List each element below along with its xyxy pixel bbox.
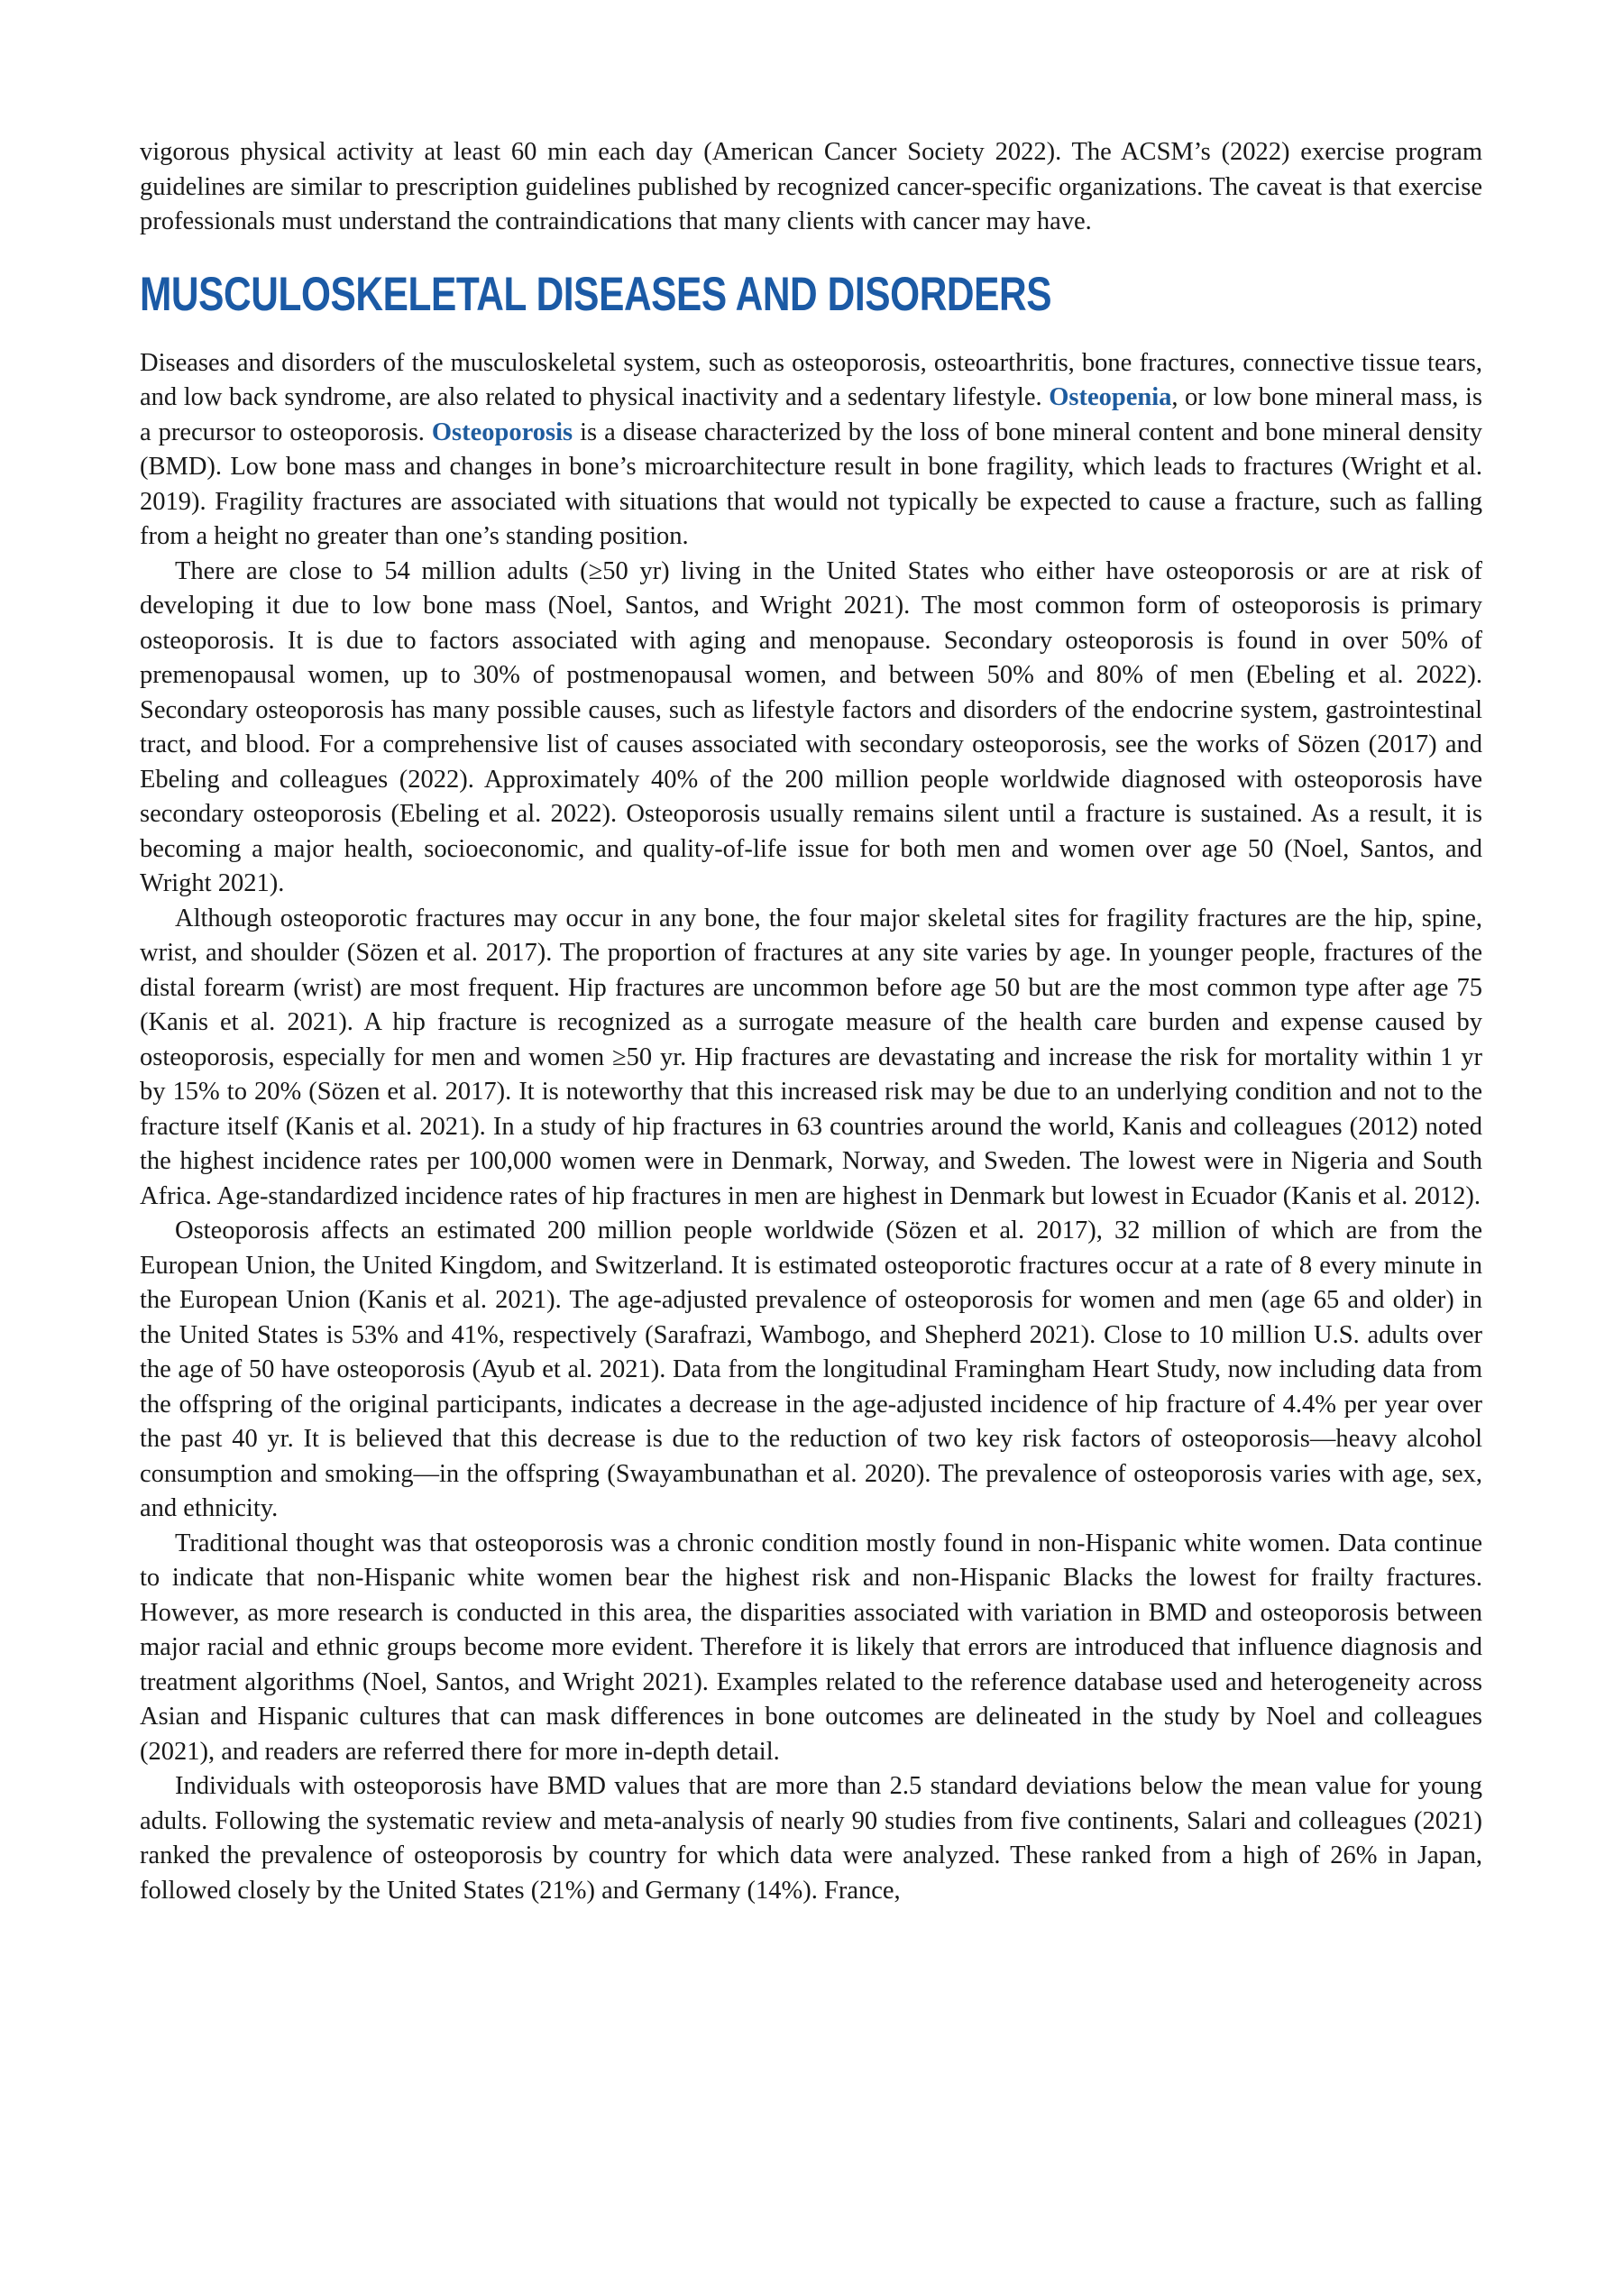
paragraph-text: , or low bone mineral mass, is a precursor to osteoporosis. [140,383,1482,446]
intro-continuation-paragraph: vigorous physical activity at least 60 min each day (American Cancer Society 2022). The ACSM’s (2022) exercise program guidelines are similar to prescription guidelines published by recognized cancer-specific organizations. The caveat is that exercise professionals must understand the contraindications that many clients with cancer may have. [140,138,1482,235]
key-term-osteoporosis: Osteoporosis [431,418,573,446]
paragraph-ethnicity-disparities: Traditional thought was that osteoporosis was a chronic condition mostly found in non-Hispanic white women. Data continue to indicate that non-Hispanic white women bear the highest risk and non-Hispanic Blacks the lowest for frailty fractures. However, as more research is conducted in this area, the disparities associated with variation in BMD and osteoporosis between major racial and ethnic groups become more evident. Therefore it is likely that errors are introduced that influence diagnosis and treatment algorithms (Noel, Santos, and Wright 2021). Examples related to the reference database used and heterogeneity across Asian and Hispanic cultures that can mask differences in bone outcomes are delineated in the study by Noel and colleagues (2021), and readers are referred there for more in-depth detail. [140,1529,1482,1766]
paragraph-osteoporosis-prevalence-us: There are close to 54 million adults (≥50 yr) living in the United States who either have osteoporosis or are at risk of developing it due to low bone mass (Noel, Santos, and Wright 2021). The most common form of osteoporosis is primary osteoporosis. It is due to factors associated with aging and menopause. Secondary osteoporosis is found in over 50% of premenopausal women, up to 30% of postmenopausal women, and between 50% and 80% of men (Ebeling et al. 2022). Secondary osteoporosis has many possible causes, such as lifestyle factors and disorders of the endocrine system, gastrointestinal tract, and blood. For a comprehensive list of causes associated with secondary osteoporosis, see the works of Sözen (2017) and Ebeling and colleagues (2022). Approximately 40% of the 200 million people worldwide diagnosed with osteoporosis have secondary osteoporosis (Ebeling et al. 2022). Osteoporosis usually remains silent until a fracture is sustained. As a result, it is becoming a major health, socioeconomic, and quality-of-life issue for both men and women over age 50 (Noel, Santos, and Wright 2021). [140,556,1482,897]
section-heading [140,269,1482,321]
paragraph-bmd-country-ranking: Individuals with osteoporosis have BMD values that are more than 2.5 standard deviations below the mean value for young adults. Following the systematic review and meta-analysis of nearly 90 studies from five continents, Salari and colleagues (2021) ranked the prevalence of osteoporosis by country for which data were analyzed. These ranked from a high of 26% in Japan, followed closely by the United States (21%) and Germany (14%). France, [140,1772,1482,1905]
paragraph-fragility-fracture-sites: Although osteoporotic fractures may occur in any bone, the four major skeletal sites for fragility fractures are the hip, spine, wrist, and shoulder (Sözen et al. 2017). The proportion of fractures at any site varies by age. In younger people, fractures of the distal forearm (wrist) are most frequent. Hip fractures are uncommon before age 50 but are the most common type after age 75 (Kanis et al. 2021). A hip fracture is recognized as a surrogate measure of the health care burden and expense caused by osteoporosis, especially for men and women ≥50 yr. Hip fractures are devastating and increase the risk for mortality within 1 yr by 15% to 20% (Sözen et al. 2017). It is noteworthy that this increased risk may be due to an underlying condition and not to the fracture itself (Kanis et al. 2021). In a study of hip fractures in 63 countries around the world, Kanis and colleagues (2012) noted the highest incidence rates per 100,000 women were in Denmark, Norway, and Sweden. The lowest were in Nigeria and South Africa. Age-standardized incidence rates of hip fractures in men are highest in Denmark but lowest in Ecuador (Kanis et al. 2012). [140,904,1482,1210]
musculoskeletal-intro-paragraph [140,346,1482,555]
paragraph-text: Diseases and disorders of the musculoskeletal system, such as osteoporosis, osteoarthritis, bone fractures, connective tissue tears, and low back syndrome, are also related to physical inactivity and a sedentary lifestyle. [140,348,1482,411]
section-heading-text: MUSCULOSKELETAL DISEASES AND DISORDERS [140,267,1052,321]
paragraph-text: is a disease characterized by the loss of bone mineral content and bone mineral density (BMD). Low bone mass and changes in bone’s microarchitecture result in bone fragility, which leads to fractures (Wright et al. 2019). Fragility fractures are associated with situations that would not typically be expected to cause a fracture, such as falling from a height no greater than one’s standing position. [140,418,1482,550]
paragraph-worldwide-prevalence: Osteoporosis affects an estimated 200 million people worldwide (Sözen et al. 2017), 32 million of which are from the European Union, the United Kingdom, and Switzerland. It is estimated osteoporotic fractures occur at a rate of 8 every minute in the European Union (Kanis et al. 2021). The age-adjusted prevalence of osteoporosis for women and men (age 65 and older) in the United States is 53% and 41%, respectively (Sarafrazi, Wambogo, and Shepherd 2021). Close to 10 million U.S. adults over the age of 50 have osteoporosis (Ayub et al. 2021). Data from the longitudinal Framingham Heart Study, now including data from the offspring of the original participants, indicates a decrease in the age-adjusted incidence of hip fracture of 4.4% per year over the past 40 yr. It is believed that this decrease is due to the reduction of two key risk factors of osteoporosis—heavy alcohol consumption and smoking—in the offspring (Swayambunathan et al. 2020). The prevalence of osteoporosis varies with age, sex, and ethnicity. [140,1217,1482,1522]
key-term-osteopenia: Osteopenia [1049,383,1172,411]
